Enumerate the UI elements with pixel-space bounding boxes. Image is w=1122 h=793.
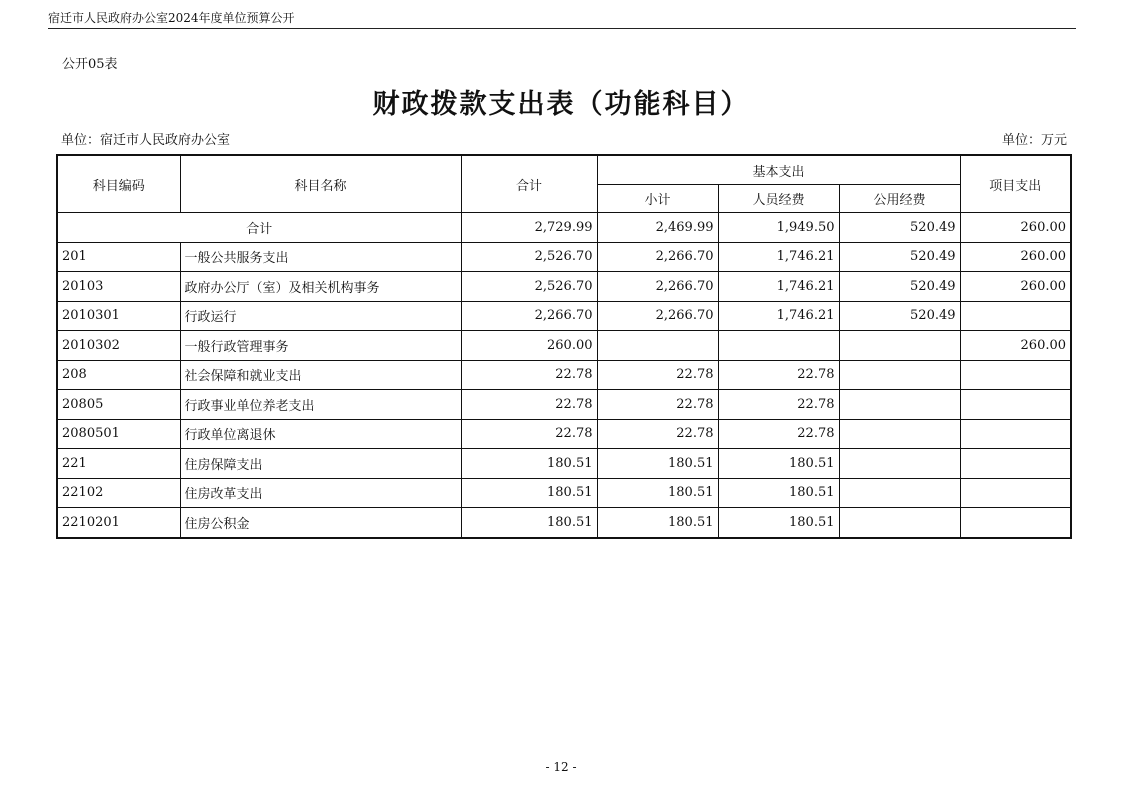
cell-total: 2,526.70: [461, 242, 597, 272]
cell-personnel: 1,746.21: [718, 242, 839, 272]
table-row: [57, 449, 1071, 479]
cell-project: 260.00: [960, 213, 1071, 243]
page-number: - 12 -: [545, 760, 577, 774]
cell-code: 208: [57, 360, 180, 390]
cell-public: [839, 449, 960, 479]
cell-public: 520.49: [839, 272, 960, 302]
cell-total: 260.00: [461, 331, 597, 361]
cell-name: 行政运行: [180, 301, 461, 331]
cell-public: 520.49: [839, 242, 960, 272]
cell-personnel: 180.51: [718, 478, 839, 508]
cell-code: 2010302: [57, 331, 180, 361]
cell-total: 22.78: [461, 390, 597, 420]
table-row: [57, 272, 1071, 302]
table-row: [57, 390, 1071, 420]
cell-public: [839, 331, 960, 361]
cell-total: 2,266.70: [461, 301, 597, 331]
cell-public: [839, 360, 960, 390]
cell-public: [839, 478, 960, 508]
cell-code: 20805: [57, 390, 180, 420]
table-row: [57, 242, 1071, 272]
cell-personnel: 1,949.50: [718, 213, 839, 243]
cell-public: [839, 419, 960, 449]
cell-name: 一般行政管理事务: [180, 331, 461, 361]
cell-code: 221: [57, 449, 180, 479]
cell-public: 520.49: [839, 301, 960, 331]
table-row: [57, 508, 1071, 538]
cell-code: 22102: [57, 478, 180, 508]
cell-total: 22.78: [461, 419, 597, 449]
table-number: 公开05表: [62, 57, 118, 72]
cell-project: 260.00: [960, 331, 1071, 361]
cell-personnel: 1,746.21: [718, 272, 839, 302]
budget-table: [56, 154, 1072, 539]
header-total: 合计: [461, 155, 597, 213]
running-header-text: 宿迁市人民政府办公室2024年度单位预算公开: [48, 11, 295, 25]
header-public: 公用经费: [839, 185, 960, 213]
cell-name: 行政单位离退休: [180, 419, 461, 449]
cell-personnel: 22.78: [718, 390, 839, 420]
cell-code: 20103: [57, 272, 180, 302]
cell-name: 住房保障支出: [180, 449, 461, 479]
cell-code: 201: [57, 242, 180, 272]
cell-subtotal: 22.78: [597, 390, 718, 420]
cell-total: 22.78: [461, 360, 597, 390]
cell-name: 政府办公厅（室）及相关机构事务: [180, 272, 461, 302]
cell-project: [960, 301, 1071, 331]
cell-personnel: 22.78: [718, 360, 839, 390]
cell-personnel: 1,746.21: [718, 301, 839, 331]
cell-project: [960, 390, 1071, 420]
cell-project: [960, 419, 1071, 449]
cell-name: 住房公积金: [180, 508, 461, 538]
cell-name: 行政事业单位养老支出: [180, 390, 461, 420]
cell-code: 2080501: [57, 419, 180, 449]
cell-project: 260.00: [960, 242, 1071, 272]
cell-personnel: 22.78: [718, 419, 839, 449]
cell-total: 180.51: [461, 508, 597, 538]
table-row: [57, 478, 1071, 508]
cell-total: 2,729.99: [461, 213, 597, 243]
page-title: 财政拨款支出表（功能科目）: [372, 89, 750, 120]
cell-project: [960, 478, 1071, 508]
cell-name: 社会保障和就业支出: [180, 360, 461, 390]
total-label: 合计: [57, 213, 461, 243]
cell-name: 一般公共服务支出: [180, 242, 461, 272]
cell-code: 2210201: [57, 508, 180, 538]
organization-unit: 单位：宿迁市人民政府办公室: [61, 133, 231, 148]
cell-subtotal: 22.78: [597, 360, 718, 390]
header-name: 科目名称: [180, 155, 461, 213]
cell-project: 260.00: [960, 272, 1071, 302]
header-project-expenditure: 项目支出: [960, 155, 1071, 213]
cell-total: 2,526.70: [461, 272, 597, 302]
cell-total: 180.51: [461, 478, 597, 508]
cell-personnel: [718, 331, 839, 361]
total-row: [57, 213, 1071, 243]
cell-project: [960, 449, 1071, 479]
cell-subtotal: 2,266.70: [597, 272, 718, 302]
cell-project: [960, 360, 1071, 390]
cell-subtotal: 2,266.70: [597, 242, 718, 272]
cell-code: 2010301: [57, 301, 180, 331]
cell-public: 520.49: [839, 213, 960, 243]
cell-subtotal: 2,469.99: [597, 213, 718, 243]
header-code: 科目编码: [57, 155, 180, 213]
cell-personnel: 180.51: [718, 449, 839, 479]
cell-subtotal: 2,266.70: [597, 301, 718, 331]
cell-personnel: 180.51: [718, 508, 839, 538]
cell-subtotal: 180.51: [597, 508, 718, 538]
table-row: [57, 360, 1071, 390]
cell-public: [839, 508, 960, 538]
cell-subtotal: [597, 331, 718, 361]
table-row: [57, 301, 1071, 331]
cell-subtotal: 22.78: [597, 419, 718, 449]
header-subtotal: 小计: [597, 185, 718, 213]
header-basic-expenditure: 基本支出: [597, 155, 960, 185]
currency-unit: 单位：万元: [1001, 133, 1067, 148]
cell-public: [839, 390, 960, 420]
cell-subtotal: 180.51: [597, 478, 718, 508]
header-personnel: 人员经费: [718, 185, 839, 213]
cell-project: [960, 508, 1071, 538]
table-row: [57, 419, 1071, 449]
cell-total: 180.51: [461, 449, 597, 479]
cell-name: 住房改革支出: [180, 478, 461, 508]
cell-subtotal: 180.51: [597, 449, 718, 479]
table-row: [57, 331, 1071, 361]
document-running-header: [48, 8, 1076, 29]
